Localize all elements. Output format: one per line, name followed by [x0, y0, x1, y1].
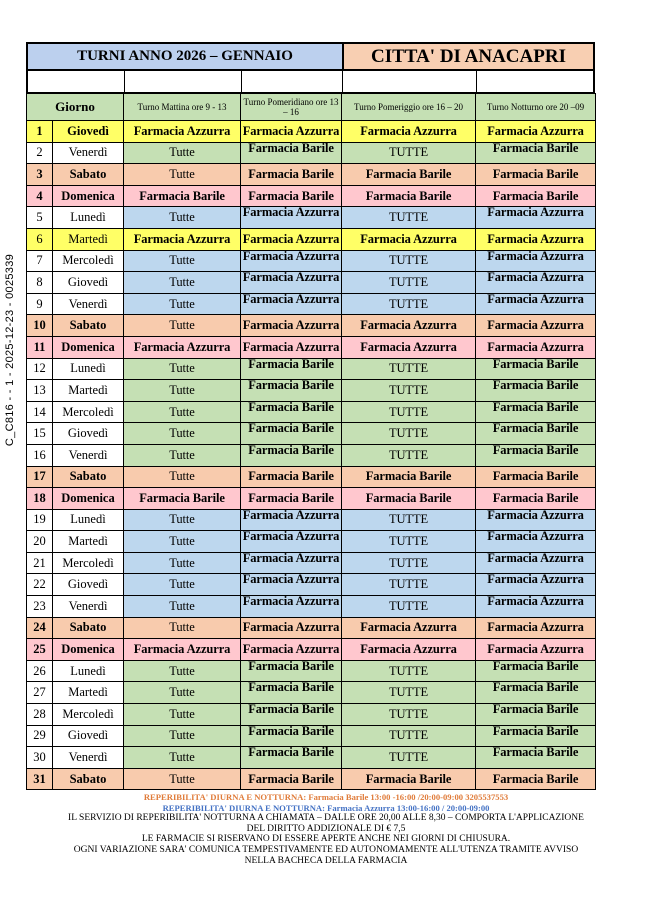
table-row: [27, 401, 596, 423]
evening-shift: TUTTE: [342, 423, 476, 445]
table-row: [27, 207, 596, 229]
morning-shift: Farmacia Barile: [124, 488, 241, 510]
day-name: Domenica: [53, 185, 124, 207]
table-row: [27, 531, 596, 553]
evening-shift: TUTTE: [342, 660, 476, 682]
day-number: 27: [27, 682, 53, 704]
afternoon-shift: Farmacia Barile: [241, 488, 342, 510]
evening-shift: TUTTE: [342, 401, 476, 423]
night-shift: Farmacia Barile: [476, 488, 596, 510]
evening-shift: Farmacia Azzurra: [342, 121, 476, 143]
morning-shift: Tutte: [124, 725, 241, 747]
evening-shift: Farmacia Azzurra: [342, 639, 476, 661]
table-row: [27, 142, 596, 164]
night-shift: Farmacia Azzurra: [476, 509, 596, 531]
afternoon-shift: Farmacia Barile: [241, 142, 342, 164]
day-name: Giovedì: [53, 272, 124, 294]
night-shift: Farmacia Azzurra: [476, 574, 596, 596]
note-line-2: DEL DIRITTO ADDIZIONALE DI € 7,5: [246, 823, 406, 834]
day-name: Martedì: [53, 531, 124, 553]
day-number: 28: [27, 704, 53, 726]
day-name: Lunedì: [53, 207, 124, 229]
day-number: 5: [27, 207, 53, 229]
afternoon-column-header: Turno Pomeridiano ore 13 – 16: [241, 94, 342, 121]
document-code: C_C816 - - 1 - 2025-12-23 - 0025339: [4, 253, 16, 447]
afternoon-shift: Farmacia Azzurra: [241, 531, 342, 553]
table-row: [27, 380, 596, 402]
reperibilita-barile: REPERIBILITA' DIURNA E NOTTURNA: Farmacia Barile 13:00 -16:00 /20:00-09:00 3205537553: [143, 792, 509, 802]
day-name: Giovedì: [53, 725, 124, 747]
morning-shift: Farmacia Barile: [124, 185, 241, 207]
table-row: [27, 704, 596, 726]
afternoon-shift: Farmacia Azzurra: [241, 207, 342, 229]
afternoon-shift: Farmacia Barile: [241, 725, 342, 747]
day-name: Mercoledì: [53, 250, 124, 272]
morning-shift: Tutte: [124, 207, 241, 229]
table-row: [27, 725, 596, 747]
night-shift: Farmacia Azzurra: [476, 250, 596, 272]
day-name: Mercoledì: [53, 401, 124, 423]
evening-shift: TUTTE: [342, 747, 476, 769]
morning-shift: Tutte: [124, 552, 241, 574]
table-row: [27, 358, 596, 380]
evening-shift: Farmacia Azzurra: [342, 315, 476, 337]
morning-shift: Tutte: [124, 509, 241, 531]
table-row: [27, 747, 596, 769]
morning-shift: Farmacia Azzurra: [124, 639, 241, 661]
night-shift: Farmacia Azzurra: [476, 596, 596, 618]
day-name: Venerdì: [53, 747, 124, 769]
evening-shift: TUTTE: [342, 444, 476, 466]
evening-shift: Farmacia Barile: [342, 164, 476, 186]
evening-shift: TUTTE: [342, 682, 476, 704]
day-name: Mercoledì: [53, 552, 124, 574]
day-name: Lunedì: [53, 660, 124, 682]
afternoon-shift: Farmacia Azzurra: [241, 596, 342, 618]
table-row: [27, 768, 596, 790]
afternoon-shift: Farmacia Barile: [241, 660, 342, 682]
evening-shift: Farmacia Azzurra: [342, 617, 476, 639]
night-shift: Farmacia Barile: [476, 747, 596, 769]
day-number: 24: [27, 617, 53, 639]
afternoon-shift: Farmacia Barile: [241, 747, 342, 769]
day-number: 19: [27, 509, 53, 531]
reperibilita-azzurra: REPERIBILITA' DIURNA E NOTTURNA: Farmacia Azzurra 13:00-16:00 / 20:00-09:00: [162, 802, 490, 813]
table-row: [27, 466, 596, 488]
afternoon-shift: Farmacia Barile: [241, 444, 342, 466]
night-shift: Farmacia Azzurra: [476, 272, 596, 294]
evening-shift: TUTTE: [342, 574, 476, 596]
table-row: [27, 423, 596, 445]
evening-shift: TUTTE: [342, 250, 476, 272]
afternoon-shift: Farmacia Azzurra: [241, 336, 342, 358]
evening-shift: Farmacia Barile: [342, 768, 476, 790]
morning-shift: Tutte: [124, 250, 241, 272]
day-name: Giovedì: [53, 574, 124, 596]
day-number: 21: [27, 552, 53, 574]
day-number: 11: [27, 336, 53, 358]
day-name: Domenica: [53, 336, 124, 358]
morning-shift: Tutte: [124, 574, 241, 596]
afternoon-shift: Farmacia Azzurra: [241, 552, 342, 574]
evening-shift: TUTTE: [342, 509, 476, 531]
afternoon-shift: Farmacia Barile: [241, 164, 342, 186]
day-number: 8: [27, 272, 53, 294]
afternoon-shift: Farmacia Barile: [241, 682, 342, 704]
night-shift: Farmacia Barile: [476, 466, 596, 488]
day-column-header: Giorno: [27, 94, 124, 121]
day-number: 4: [27, 185, 53, 207]
afternoon-shift: Farmacia Azzurra: [241, 272, 342, 294]
morning-shift: Tutte: [124, 660, 241, 682]
table-row: [27, 682, 596, 704]
note-line-4: OGNI VARIAZIONE SARA' COMUNICA TEMPESTIVAMENTE ED AUTONOMAMENTE ALL'UTENZA TRAMITE AVVISO: [73, 844, 579, 855]
night-shift: Farmacia Barile: [476, 725, 596, 747]
day-name: Lunedì: [53, 509, 124, 531]
morning-shift: Tutte: [124, 682, 241, 704]
day-number: 22: [27, 574, 53, 596]
day-number: 7: [27, 250, 53, 272]
night-shift: Farmacia Barile: [476, 768, 596, 790]
afternoon-shift: Farmacia Azzurra: [241, 228, 342, 250]
afternoon-shift: Farmacia Azzurra: [241, 617, 342, 639]
morning-shift: Tutte: [124, 466, 241, 488]
night-shift: Farmacia Azzurra: [476, 552, 596, 574]
afternoon-shift: Farmacia Barile: [241, 358, 342, 380]
day-number: 17: [27, 466, 53, 488]
day-name: Lunedì: [53, 358, 124, 380]
day-number: 26: [27, 660, 53, 682]
morning-shift: Tutte: [124, 768, 241, 790]
evening-shift: TUTTE: [342, 380, 476, 402]
evening-shift: TUTTE: [342, 725, 476, 747]
note-line-5: NELLA BACHECA DELLA FARMACIA: [244, 855, 408, 866]
night-shift: Farmacia Azzurra: [476, 531, 596, 553]
page-title: TURNI ANNO 2026 – GENNAIO: [28, 44, 344, 69]
day-number: 29: [27, 725, 53, 747]
evening-shift: Farmacia Azzurra: [342, 336, 476, 358]
day-number: 25: [27, 639, 53, 661]
day-name: Sabato: [53, 164, 124, 186]
table-row: [27, 250, 596, 272]
afternoon-shift: Farmacia Barile: [241, 380, 342, 402]
day-name: Giovedì: [53, 423, 124, 445]
night-column-header: Turno Notturno ore 20 –09: [476, 94, 596, 121]
table-row: [27, 315, 596, 337]
morning-shift: Tutte: [124, 747, 241, 769]
afternoon-shift: Farmacia Barile: [241, 423, 342, 445]
morning-shift: Farmacia Azzurra: [124, 228, 241, 250]
day-number: 20: [27, 531, 53, 553]
night-shift: Farmacia Barile: [476, 380, 596, 402]
morning-shift: Tutte: [124, 423, 241, 445]
morning-shift: Tutte: [124, 142, 241, 164]
day-name: Giovedì: [53, 121, 124, 143]
evening-shift: TUTTE: [342, 596, 476, 618]
footer-notes: [26, 792, 626, 866]
night-shift: Farmacia Barile: [476, 423, 596, 445]
day-name: Venerdì: [53, 142, 124, 164]
night-shift: Farmacia Barile: [476, 444, 596, 466]
day-number: 14: [27, 401, 53, 423]
table-row: [27, 293, 596, 315]
day-number: 23: [27, 596, 53, 618]
morning-shift: Farmacia Azzurra: [124, 121, 241, 143]
table-row: [27, 660, 596, 682]
evening-shift: Farmacia Azzurra: [342, 228, 476, 250]
morning-shift: Tutte: [124, 358, 241, 380]
table-row: [27, 552, 596, 574]
afternoon-shift: Farmacia Barile: [241, 768, 342, 790]
night-shift: Farmacia Barile: [476, 164, 596, 186]
day-number: 10: [27, 315, 53, 337]
afternoon-shift: Farmacia Azzurra: [241, 315, 342, 337]
day-number: 9: [27, 293, 53, 315]
night-shift: Farmacia Barile: [476, 660, 596, 682]
morning-shift: Tutte: [124, 315, 241, 337]
table-row: [27, 596, 596, 618]
table-row: [27, 121, 596, 143]
night-shift: Farmacia Barile: [476, 704, 596, 726]
afternoon-shift: Farmacia Azzurra: [241, 509, 342, 531]
day-name: Sabato: [53, 768, 124, 790]
morning-shift: Tutte: [124, 380, 241, 402]
night-shift: Farmacia Barile: [476, 185, 596, 207]
evening-column-header: Turno Pomeriggio ore 16 – 20: [342, 94, 476, 121]
title-bar: [26, 42, 595, 71]
note-line-1: IL SERVIZIO DI REPERIBILITA' NOTTURNA A CHIAMATA – DALLE ORE 20,00 ALLE 8,30 – COMPORTA L'APPLICAZIONE: [68, 813, 584, 824]
morning-shift: Tutte: [124, 531, 241, 553]
day-name: Domenica: [53, 488, 124, 510]
table-row: [27, 574, 596, 596]
table-row: [27, 185, 596, 207]
table-row: [27, 488, 596, 510]
day-name: Sabato: [53, 466, 124, 488]
night-shift: Farmacia Azzurra: [476, 293, 596, 315]
day-number: 2: [27, 142, 53, 164]
morning-shift: Tutte: [124, 293, 241, 315]
day-number: 13: [27, 380, 53, 402]
evening-shift: TUTTE: [342, 531, 476, 553]
day-name: Martedì: [53, 682, 124, 704]
table-row: [27, 444, 596, 466]
shift-table: [26, 93, 596, 790]
day-number: 3: [27, 164, 53, 186]
evening-shift: Farmacia Barile: [342, 488, 476, 510]
evening-shift: TUTTE: [342, 272, 476, 294]
table-row: [27, 336, 596, 358]
night-shift: Farmacia Barile: [476, 358, 596, 380]
evening-shift: TUTTE: [342, 207, 476, 229]
morning-shift: Farmacia Azzurra: [124, 336, 241, 358]
day-name: Martedì: [53, 380, 124, 402]
night-shift: Farmacia Azzurra: [476, 336, 596, 358]
table-row: [27, 272, 596, 294]
night-shift: Farmacia Barile: [476, 142, 596, 164]
morning-shift: Tutte: [124, 272, 241, 294]
day-number: 15: [27, 423, 53, 445]
morning-shift: Tutte: [124, 596, 241, 618]
night-shift: Farmacia Azzurra: [476, 207, 596, 229]
day-name: Domenica: [53, 639, 124, 661]
morning-shift: Tutte: [124, 164, 241, 186]
evening-shift: TUTTE: [342, 704, 476, 726]
header-spacer-row: [26, 71, 595, 93]
evening-shift: TUTTE: [342, 142, 476, 164]
night-shift: Farmacia Azzurra: [476, 228, 596, 250]
city-name: CITTA' DI ANACAPRI: [344, 44, 593, 69]
morning-shift: Tutte: [124, 444, 241, 466]
evening-shift: TUTTE: [342, 358, 476, 380]
table-row: [27, 509, 596, 531]
afternoon-shift: Farmacia Azzurra: [241, 121, 342, 143]
day-number: 31: [27, 768, 53, 790]
afternoon-shift: Farmacia Barile: [241, 704, 342, 726]
day-name: Venerdì: [53, 596, 124, 618]
table-row: [27, 639, 596, 661]
note-line-3: LE FARMACIE SI RISERVANO DI ESSERE APERTE ANCHE NEI GIORNI DI CHIUSURA.: [141, 834, 511, 845]
table-row: [27, 617, 596, 639]
day-number: 12: [27, 358, 53, 380]
afternoon-shift: Farmacia Barile: [241, 401, 342, 423]
day-name: Venerdì: [53, 444, 124, 466]
day-name: Martedì: [53, 228, 124, 250]
day-number: 16: [27, 444, 53, 466]
morning-shift: Tutte: [124, 704, 241, 726]
morning-column-header: Turno Mattina ore 9 - 13: [124, 94, 241, 121]
table-row: [27, 164, 596, 186]
day-name: Venerdì: [53, 293, 124, 315]
day-number: 1: [27, 121, 53, 143]
night-shift: Farmacia Barile: [476, 682, 596, 704]
morning-shift: Tutte: [124, 617, 241, 639]
day-name: Mercoledì: [53, 704, 124, 726]
evening-shift: TUTTE: [342, 552, 476, 574]
afternoon-shift: Farmacia Azzurra: [241, 250, 342, 272]
night-shift: Farmacia Azzurra: [476, 315, 596, 337]
afternoon-shift: Farmacia Barile: [241, 466, 342, 488]
evening-shift: TUTTE: [342, 293, 476, 315]
table-header-row: [27, 94, 596, 121]
afternoon-shift: Farmacia Azzurra: [241, 639, 342, 661]
evening-shift: Farmacia Barile: [342, 185, 476, 207]
afternoon-shift: Farmacia Azzurra: [241, 574, 342, 596]
morning-shift: Tutte: [124, 401, 241, 423]
afternoon-shift: Farmacia Azzurra: [241, 293, 342, 315]
night-shift: Farmacia Azzurra: [476, 121, 596, 143]
afternoon-shift: Farmacia Barile: [241, 185, 342, 207]
night-shift: Farmacia Azzurra: [476, 617, 596, 639]
evening-shift: Farmacia Barile: [342, 466, 476, 488]
night-shift: Farmacia Barile: [476, 401, 596, 423]
day-number: 6: [27, 228, 53, 250]
day-name: Sabato: [53, 315, 124, 337]
day-name: Sabato: [53, 617, 124, 639]
day-number: 18: [27, 488, 53, 510]
day-number: 30: [27, 747, 53, 769]
night-shift: Farmacia Azzurra: [476, 639, 596, 661]
table-row: [27, 228, 596, 250]
